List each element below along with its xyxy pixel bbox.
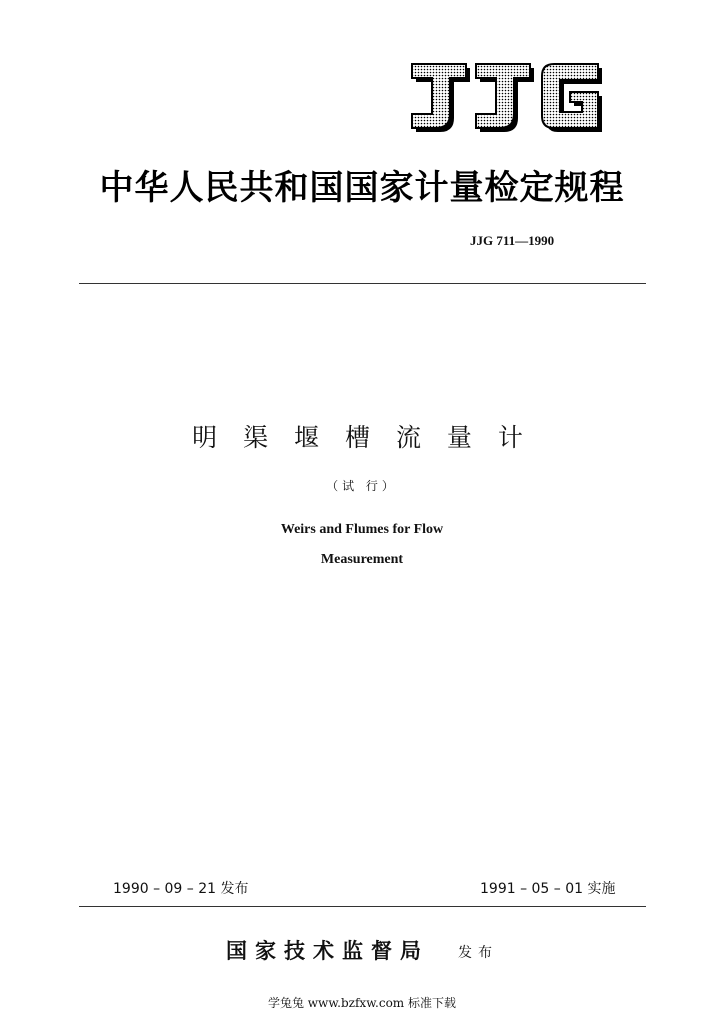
document-title-cn: 明 渠 堰 槽 流 量 计	[192, 423, 532, 452]
issuing-authority: 国家技术监督局	[226, 938, 429, 963]
trial-label: （试 行）	[326, 479, 398, 493]
document-title-en-line1: Weirs and Flumes for Flow	[280, 522, 444, 537]
issuing-authority-suffix: 发布	[458, 945, 498, 961]
jjg-logo	[408, 62, 604, 134]
issue-date: 1990 – 09 – 21 发布	[113, 881, 249, 897]
standard-category-title: 中华人民共和国国家计量检定规程	[99, 168, 625, 208]
document-title-en-line2: Measurement	[320, 552, 404, 567]
bottom-divider	[79, 906, 646, 907]
top-divider	[79, 283, 646, 284]
footer-watermark: 学兔兔 www.bzfxw.com 标准下载	[267, 996, 457, 1010]
standard-code: JJG 711—1990	[470, 233, 555, 248]
effective-date: 1991 – 05 – 01 实施	[480, 881, 616, 897]
